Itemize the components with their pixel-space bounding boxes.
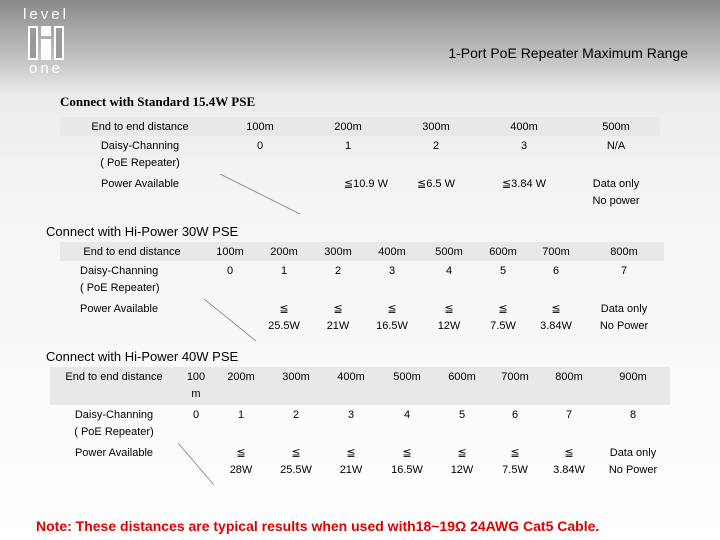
power-cell: ≦ 16.5W xyxy=(376,303,408,332)
daisy-cell: 1 xyxy=(344,140,352,152)
power-cell: ≦ 7.5W xyxy=(490,303,516,332)
daisy-cell: 0 xyxy=(256,140,264,152)
daisy-label: Daisy-Channing ( PoE Repeater) xyxy=(80,265,160,294)
distance-cell: 200m xyxy=(214,367,268,405)
distance-cell: 300m xyxy=(312,242,364,261)
daisy-cell: 0 xyxy=(226,265,234,277)
table-row xyxy=(60,174,660,214)
daisy-cell: 4 xyxy=(403,409,411,421)
power-cell: ≦10.9 W xyxy=(343,178,388,190)
table-row xyxy=(50,443,670,485)
power-cell: ≦ 3.84W xyxy=(540,303,572,332)
daisy-cell: 2 xyxy=(334,265,342,277)
power-cell: ≦ 25.5W xyxy=(268,303,300,332)
distance-label: End to end distance xyxy=(50,367,178,405)
power-label: Power Available xyxy=(74,447,154,459)
power-cell: ≦6.5 W xyxy=(417,178,455,190)
power-cell: ≦3.84 W xyxy=(501,178,547,190)
power-cell: Data only No power xyxy=(592,178,640,207)
distance-cell: 300m xyxy=(396,117,476,136)
power-cell: ≦ 21W xyxy=(326,303,350,332)
diagonal-cell xyxy=(204,299,256,341)
daisy-cell: 6 xyxy=(511,409,519,421)
distance-cell: 100m xyxy=(204,242,256,261)
table-row xyxy=(60,117,660,136)
daisy-cell: 7 xyxy=(565,409,573,421)
daisy-cell: 3 xyxy=(347,409,355,421)
standard-heading: Connect with Standard 15.4W PSE xyxy=(60,94,256,109)
daisy-cell: 6 xyxy=(552,265,560,277)
distance-cell: 500m xyxy=(572,117,660,136)
daisy-cell: 4 xyxy=(445,265,453,277)
distance-cell: 300m xyxy=(268,367,324,405)
daisy-cell: 3 xyxy=(388,265,396,277)
table-row xyxy=(60,136,660,174)
logo-grid-icon xyxy=(28,26,64,60)
distance-cell: 900m xyxy=(596,367,670,405)
distance-cell: 600m xyxy=(478,242,528,261)
power-label: Power Available xyxy=(80,303,159,315)
table-row xyxy=(60,261,664,299)
power-cell: ≦ 28W xyxy=(229,447,253,476)
power-cell: Data only No Power xyxy=(608,447,658,476)
power-cell: ≦ 16.5W xyxy=(391,447,423,476)
power-cell: ≦ 21W xyxy=(339,447,363,476)
diagonal-cell xyxy=(220,174,300,214)
distance-cell: 500m xyxy=(378,367,436,405)
distance-cell: 400m xyxy=(476,117,572,136)
logo-top-text: level xyxy=(23,6,69,23)
daisy-label: Daisy-Channing ( PoE Repeater) xyxy=(74,409,154,438)
power-cell: ≦ 25.5W xyxy=(280,447,312,476)
distance-cell: 500m xyxy=(420,242,478,261)
diagonal-cell xyxy=(178,443,214,485)
distance-label: End to end distance xyxy=(60,242,204,261)
distance-cell: 100m xyxy=(220,117,300,136)
daisy-cell: 5 xyxy=(458,409,466,421)
hipower40-heading: Connect with Hi-Power 40W PSE xyxy=(46,349,239,364)
levelone-logo xyxy=(16,6,76,77)
power-cell: ≦ 3.84W xyxy=(553,447,585,476)
distance-cell: 700m xyxy=(528,242,584,261)
distance-cell: 700m xyxy=(488,367,542,405)
distance-label: End to end distance xyxy=(60,117,220,136)
distance-cell: 800m xyxy=(542,367,596,405)
page-title: 1-Port PoE Repeater Maximum Range xyxy=(448,45,688,61)
cable-note: Note: These distances are typical results when used with18~19Ω 24AWG Cat5 Cable. xyxy=(36,518,600,534)
table-row xyxy=(50,405,670,443)
daisy-cell: 7 xyxy=(620,265,628,277)
table-row xyxy=(60,299,664,341)
daisy-cell: N/A xyxy=(606,140,626,152)
hipower40-table xyxy=(50,367,670,485)
daisy-label: Daisy-Channing ( PoE Repeater) xyxy=(100,140,180,169)
distance-cell: 400m xyxy=(324,367,378,405)
hipower30-heading: Connect with Hi-Power 30W PSE xyxy=(46,224,239,239)
table-row xyxy=(60,242,664,261)
daisy-cell: 2 xyxy=(432,140,440,152)
power-cell: ≦ 12W xyxy=(437,303,461,332)
power-cell: ≦ 7.5W xyxy=(502,447,528,476)
power-label: Power Available xyxy=(100,178,180,190)
daisy-cell: 5 xyxy=(499,265,507,277)
table-row xyxy=(50,367,670,405)
daisy-cell: 0 xyxy=(192,409,200,421)
logo-bottom-text: one xyxy=(28,60,64,77)
standard-table xyxy=(60,117,660,214)
hipower30-table xyxy=(60,242,664,341)
daisy-cell: 1 xyxy=(280,265,288,277)
daisy-cell: 3 xyxy=(520,140,528,152)
power-cell: ≦ 12W xyxy=(450,447,474,476)
distance-cell: 400m xyxy=(364,242,420,261)
distance-cell: 100 m xyxy=(178,367,214,405)
distance-cell: 600m xyxy=(436,367,488,405)
power-cell: Data only No Power xyxy=(599,303,649,332)
daisy-cell: 1 xyxy=(237,409,245,421)
distance-cell: 200m xyxy=(300,117,396,136)
distance-cell: 200m xyxy=(256,242,312,261)
daisy-cell: 8 xyxy=(629,409,637,421)
daisy-cell: 2 xyxy=(292,409,300,421)
distance-cell: 800m xyxy=(584,242,664,261)
